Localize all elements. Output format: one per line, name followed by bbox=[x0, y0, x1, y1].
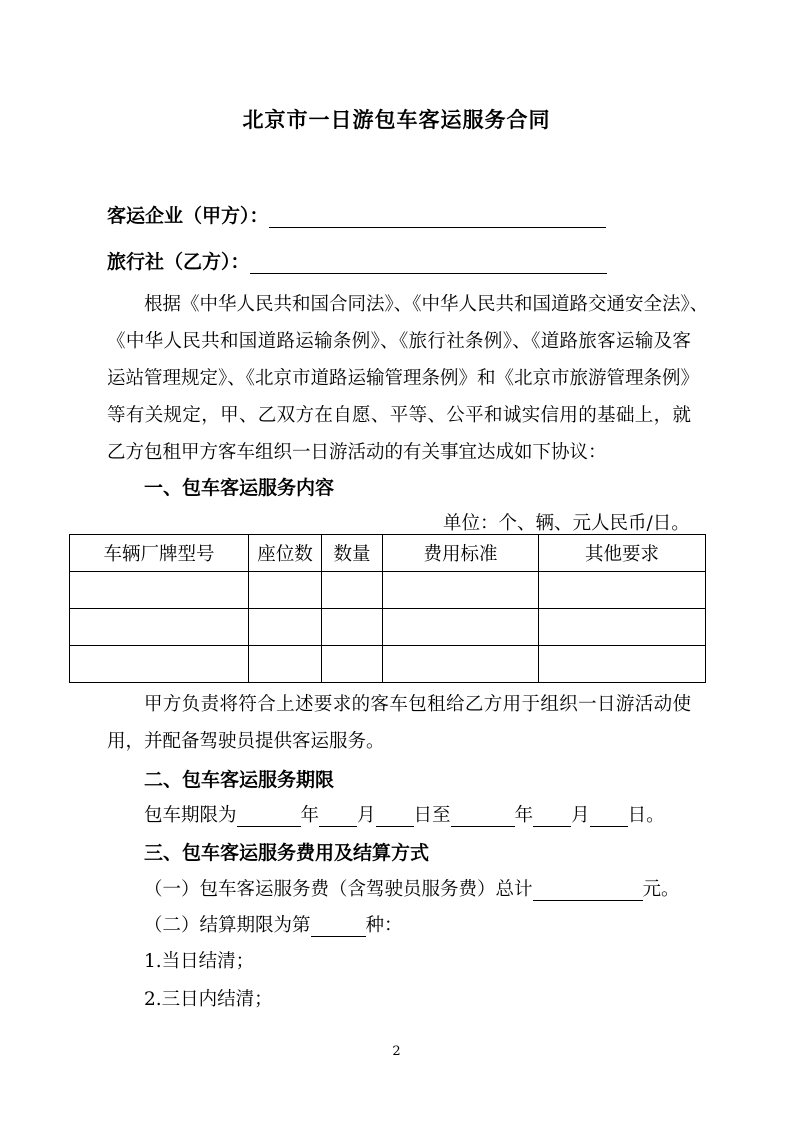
settle-suffix: 种： bbox=[365, 915, 403, 936]
vehicle-table bbox=[69, 534, 706, 683]
table-cell[interactable] bbox=[249, 572, 322, 609]
party-b-blank[interactable] bbox=[250, 255, 607, 274]
period-end-year-blank[interactable] bbox=[451, 808, 515, 827]
section2-heading: 二、包车客运服务期限 bbox=[144, 769, 335, 791]
table-cell[interactable] bbox=[383, 572, 539, 609]
intro-line-2: 《中华人民共和国道路运输条例》、《旅行社条例》、《道路旅客运输及客 bbox=[107, 331, 691, 352]
settle-option-2: 2.三日内结清； bbox=[144, 989, 273, 1010]
fee-total-blank[interactable] bbox=[533, 882, 643, 901]
period-day2-label: 日。 bbox=[627, 805, 665, 826]
table-cell[interactable] bbox=[249, 646, 322, 683]
period-start-month-blank[interactable] bbox=[319, 808, 357, 827]
settle-option-1: 1.当日结清； bbox=[144, 951, 255, 972]
table-row bbox=[70, 646, 706, 683]
section1-heading: 一、包车客运服务内容 bbox=[144, 477, 335, 499]
table-row bbox=[70, 572, 706, 609]
period-day1-label: 日至 bbox=[413, 805, 451, 826]
fee-line bbox=[144, 875, 680, 901]
unit-note: 单位：个、辆、元人民币/日。 bbox=[443, 513, 690, 534]
after-table-line-2: 用，并配备驾驶员提供客运服务。 bbox=[107, 731, 385, 752]
col-header-other: 其他要求 bbox=[539, 535, 706, 572]
table-cell[interactable] bbox=[322, 646, 383, 683]
table-cell[interactable] bbox=[322, 609, 383, 646]
page-number: 2 bbox=[392, 1044, 401, 1059]
period-end-day-blank[interactable] bbox=[590, 808, 628, 827]
after-table-line-1: 甲方负责将符合上述要求的客车包租给乙方用于组织一日游活动使 bbox=[144, 694, 691, 715]
period-month1-label: 月 bbox=[357, 805, 376, 826]
party-a-blank[interactable] bbox=[269, 209, 606, 228]
fee-prefix: （一）包车客运服务费（含驾驶员服务费）总计 bbox=[144, 879, 533, 900]
table-cell[interactable] bbox=[322, 572, 383, 609]
intro-line-4: 等有关规定，甲、乙双方在自愿、平等、公平和诚实信用的基础上，就 bbox=[107, 405, 691, 426]
party-b-label: 旅行社（乙方）： bbox=[107, 251, 250, 273]
table-header-row bbox=[70, 535, 706, 572]
table-row bbox=[70, 609, 706, 646]
table-cell[interactable] bbox=[539, 609, 706, 646]
period-year2-label: 年 bbox=[514, 805, 534, 826]
col-header-quantity: 数量 bbox=[322, 535, 383, 572]
table-cell[interactable] bbox=[539, 646, 706, 683]
intro-line-1: 根据《中华人民共和国合同法》、《中华人民共和国道路交通安全法》、 bbox=[144, 294, 709, 315]
section3-heading: 三、包车客运服务费用及结算方式 bbox=[144, 842, 430, 864]
col-header-seats: 座位数 bbox=[249, 535, 322, 572]
party-a-row bbox=[107, 201, 606, 228]
intro-line-5: 乙方包租甲方客车组织一日游活动的有关事宜达成如下协议： bbox=[107, 442, 607, 463]
party-b-row bbox=[107, 247, 607, 274]
intro-line-3: 运站管理规定》、《北京市道路运输管理条例》和《北京市旅游管理条例》 bbox=[107, 368, 700, 389]
table-cell[interactable] bbox=[70, 609, 249, 646]
settle-prefix: （二）结算期限为第 bbox=[144, 915, 311, 936]
table-cell[interactable] bbox=[383, 609, 539, 646]
table-cell[interactable] bbox=[249, 609, 322, 646]
period-start-year-blank[interactable] bbox=[237, 808, 301, 827]
table-cell[interactable] bbox=[539, 572, 706, 609]
period-month2-label: 月 bbox=[571, 805, 590, 826]
period-end-month-blank[interactable] bbox=[533, 808, 571, 827]
period-prefix: 包车期限为 bbox=[144, 805, 237, 826]
period-year1-label: 年 bbox=[300, 805, 320, 826]
col-header-fee: 费用标准 bbox=[383, 535, 539, 572]
period-start-day-blank[interactable] bbox=[376, 808, 414, 827]
period-line bbox=[144, 801, 665, 827]
document-title: 北京市一日游包车客运服务合同 bbox=[242, 107, 551, 132]
party-a-label: 客运企业（甲方）： bbox=[107, 205, 269, 227]
settle-option-blank[interactable] bbox=[311, 918, 366, 937]
col-header-model: 车辆厂牌型号 bbox=[70, 535, 249, 572]
settle-line bbox=[144, 911, 403, 937]
table-cell[interactable] bbox=[70, 646, 249, 683]
table-cell[interactable] bbox=[70, 572, 249, 609]
fee-suffix: 元。 bbox=[642, 879, 680, 900]
table-cell[interactable] bbox=[383, 646, 539, 683]
